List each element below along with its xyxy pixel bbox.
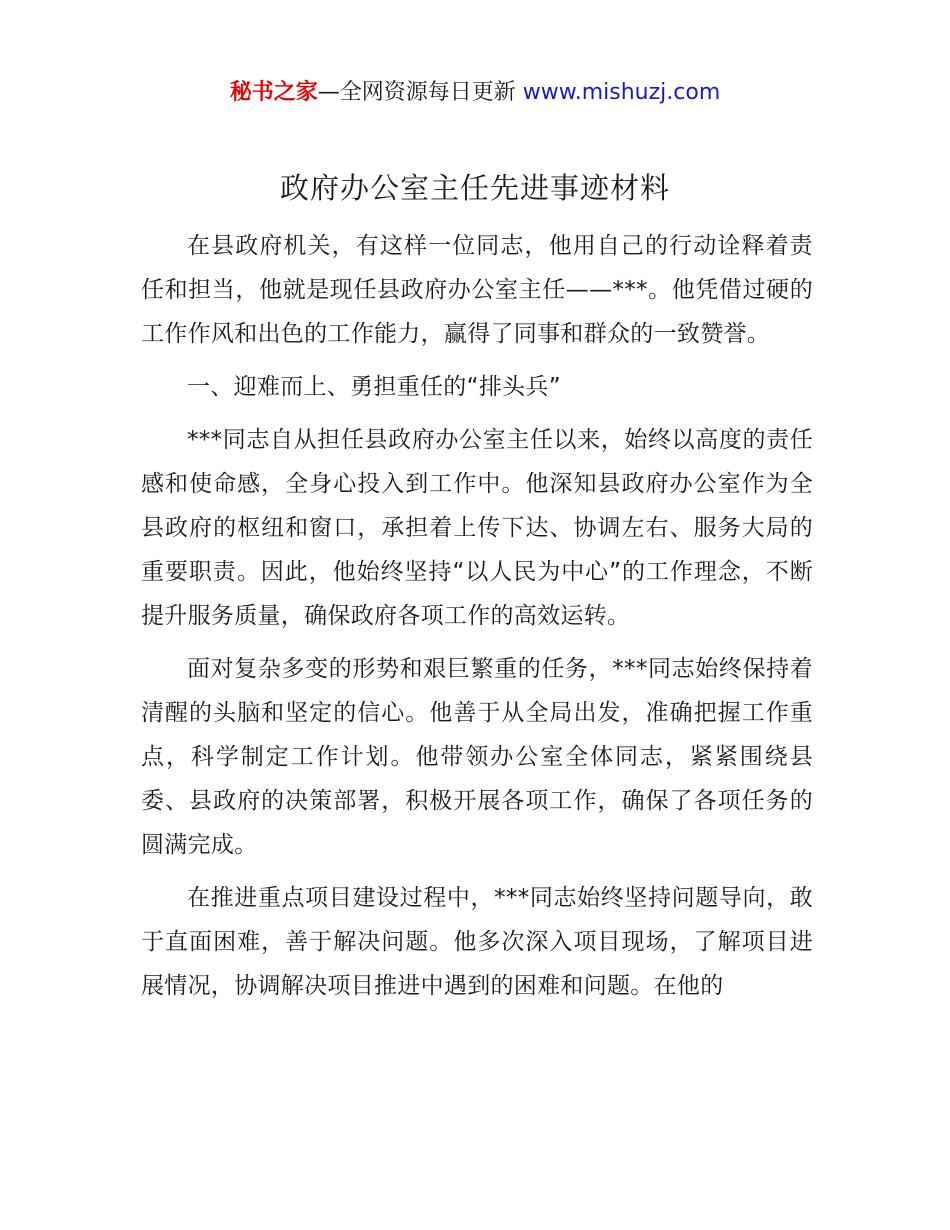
site-header xyxy=(0,78,950,108)
paragraph: 面对复杂多变的形势和艰巨繁重的任务，***同志始终保持着清醒的头脑和坚定的信心。他善于从全局出发，准确把握工作重点，科学制定工作计划。他带领办公室全体同志，紧紧围绕县委、县政府的决策部署，积极开展各项工作，确保了各项任务的圆满完成。 xyxy=(141,656,813,858)
brand-name: 秘书之家 xyxy=(229,80,318,105)
paragraph-intro: 在县政府机关，有这样一位同志，他用自己的行动诠释着责任和担当，他就是现任县政府办公室主任——***。他凭借过硬的工作作风和出色的工作能力，赢得了同事和群众的一致赞誉。 xyxy=(141,233,813,347)
document-title: 政府办公室主任先进事迹材料 xyxy=(279,171,670,205)
header-tagline: —全网资源每日更新 xyxy=(317,80,523,105)
site-url-link[interactable]: www.mishuzj.com xyxy=(522,80,721,105)
paragraph: 在推进重点项目建设过程中，***同志始终坚持问题导向，敢于直面困难，善于解决问题。他多次深入项目现场，了解项目进展情况，协调解决项目推进中遇到的困难和问题。在他的 xyxy=(141,885,813,999)
document-body xyxy=(141,224,813,1017)
paragraph: ***同志自从担任县政府办公室主任以来，始终以高度的责任感和使命感，全身心投入到工作中。他深知县政府办公室作为全县政府的枢纽和窗口，承担着上传下达、协调左右、服务大局的重要职责。因此，他始终坚持“以人民为中心”的工作理念，不断提升服务质量，确保政府各项工作的高效运转。 xyxy=(141,427,813,629)
section-heading: 一、迎难而上、勇担重任的“排头兵” xyxy=(187,374,561,400)
